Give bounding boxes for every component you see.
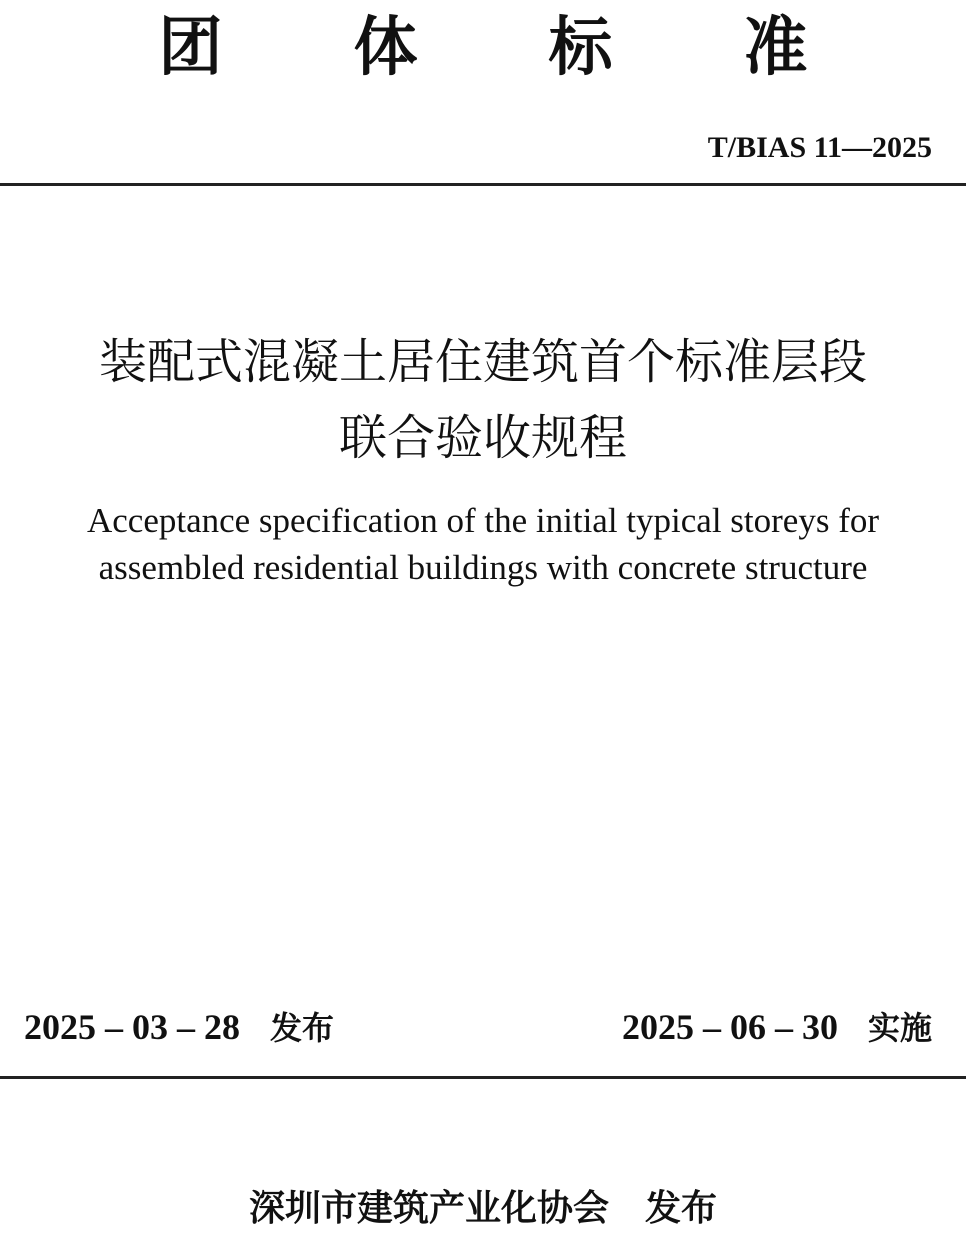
category-char-2: 体 xyxy=(353,11,418,85)
publisher-label: 发布 xyxy=(645,1188,718,1229)
implementation-label: 实施 xyxy=(867,1009,932,1047)
english-title-line-1: Acceptance specification of the initial typical storeys for xyxy=(86,501,880,540)
chinese-title-line-2: 联合验收规程 xyxy=(338,410,627,466)
publisher-name: 深圳市建筑产业化协会 xyxy=(248,1188,609,1229)
publisher-line xyxy=(0,1184,966,1234)
implementation-date: 2025 – 06 – 30 xyxy=(621,1007,838,1047)
category-char-3: 标 xyxy=(548,11,613,85)
chinese-title-line-1: 装配式混凝土居住建筑首个标准层段 xyxy=(98,334,867,390)
category-char-1: 团 xyxy=(158,11,223,85)
document-category-title xyxy=(0,6,966,90)
top-divider xyxy=(0,183,966,186)
standard-code: T/BIAS 11—2025 xyxy=(707,131,932,164)
english-title-line-2: assembled residential buildings with concrete structure xyxy=(98,548,868,587)
issue-label: 发布 xyxy=(270,1009,335,1047)
bottom-divider xyxy=(0,1076,966,1079)
issue-date: 2025 – 03 – 28 xyxy=(24,1007,240,1047)
implementation-date-block xyxy=(622,1002,932,1053)
category-char-4: 准 xyxy=(743,11,808,85)
issue-date-block xyxy=(24,1002,334,1053)
